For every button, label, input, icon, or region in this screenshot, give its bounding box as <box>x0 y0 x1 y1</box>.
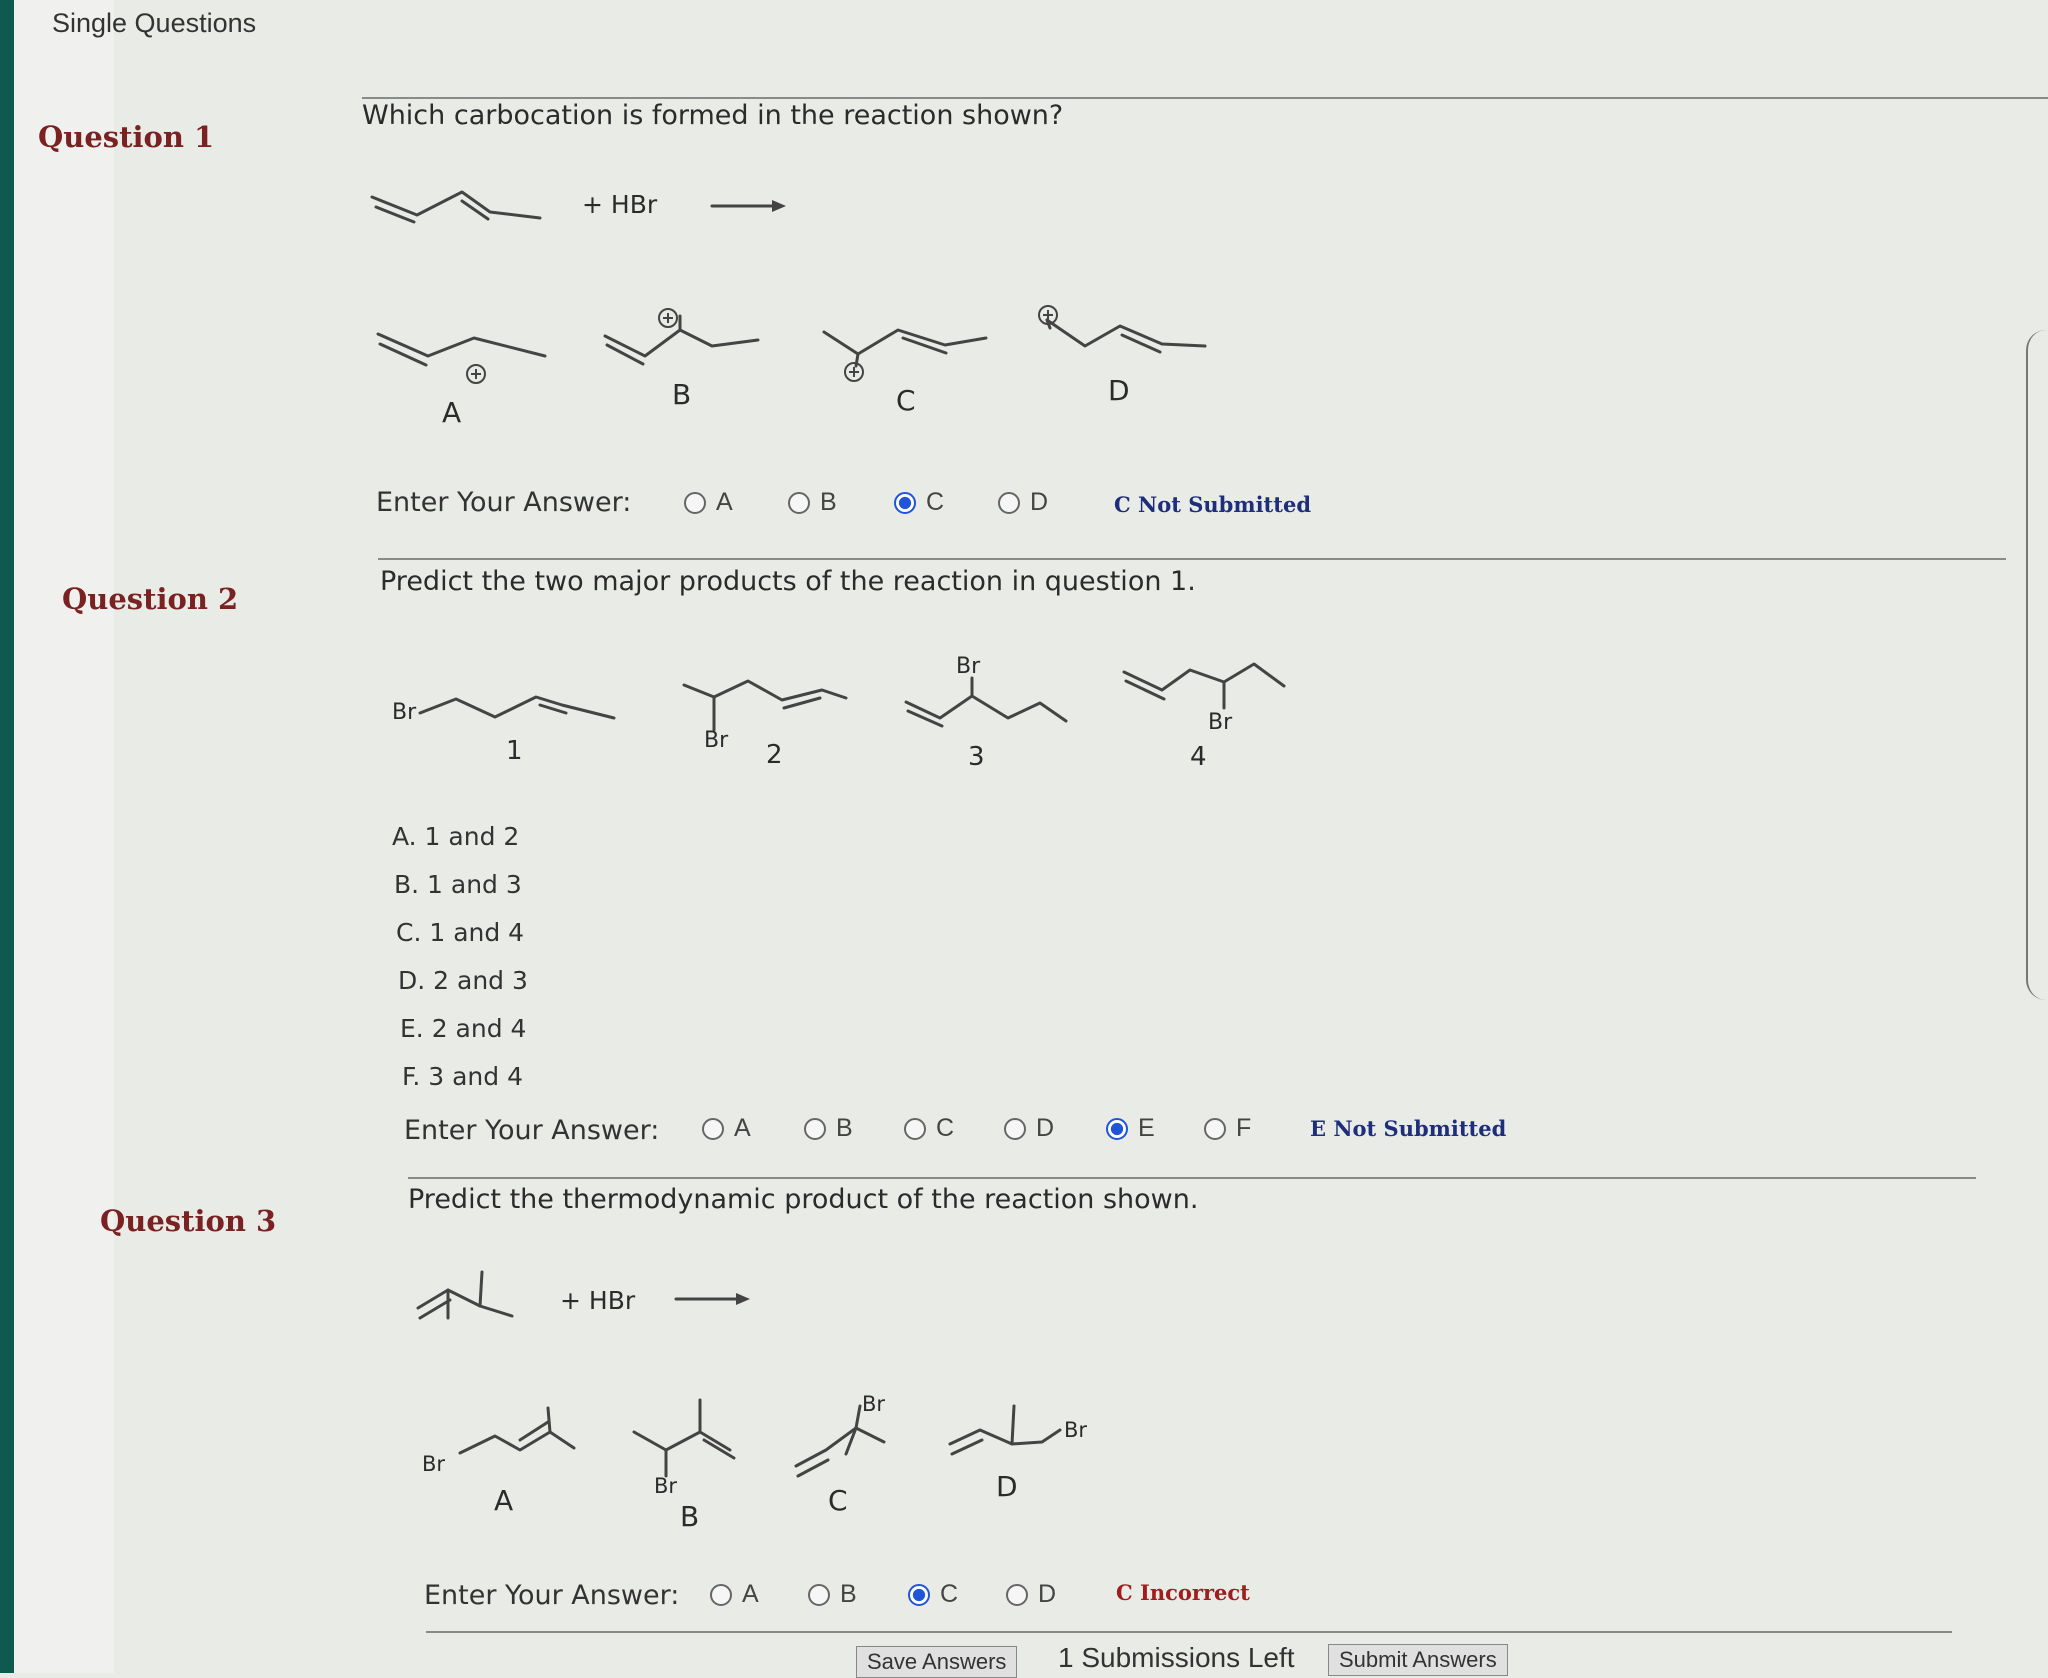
q1-reagent: + HBr <box>582 190 658 219</box>
q1-radio-b-circle[interactable] <box>788 492 810 514</box>
q2-radio-b[interactable] <box>804 1114 853 1143</box>
q2-product-4-structure <box>1124 664 1284 708</box>
q1-status: C Not Submitted <box>1114 492 1311 517</box>
q1-choice-a-label: A <box>442 396 462 429</box>
q2-choice-f: F. 3 and 4 <box>402 1062 523 1091</box>
q2-choice-d: D. 2 and 3 <box>398 966 528 995</box>
q3-radio-a-label: A <box>742 1580 759 1608</box>
q2-radio-e-circle[interactable] <box>1106 1118 1128 1140</box>
question-2-label: Question 2 <box>62 582 239 616</box>
q3-reagent: + HBr <box>560 1286 636 1315</box>
q2-radio-b-circle[interactable] <box>804 1118 826 1140</box>
q3-radio-b-circle[interactable] <box>808 1584 830 1606</box>
q2-radio-e[interactable] <box>1106 1114 1155 1143</box>
q1-choice-b-label: B <box>672 378 692 411</box>
carbocation-charges <box>467 306 1057 383</box>
q3-choice-b-label: B <box>680 1500 700 1533</box>
q3-choice-c-label: C <box>828 1484 848 1517</box>
q2-radio-d-circle[interactable] <box>1004 1118 1026 1140</box>
q2-choice-c: C. 1 and 4 <box>396 918 525 947</box>
q2-choice-b: B. 1 and 3 <box>394 870 522 899</box>
q1-radio-c-label: C <box>926 488 945 516</box>
q1-reactant-structure <box>372 192 540 222</box>
page-title: Single Questions <box>52 8 257 38</box>
q1-choice-d-structure <box>1047 320 1205 352</box>
question-2-text: Predict the two major products of the reaction in question 1. <box>380 566 1196 597</box>
q1-radio-c[interactable] <box>894 488 944 517</box>
q3-radio-c-circle[interactable] <box>908 1584 930 1606</box>
q3-radio-b[interactable] <box>808 1580 857 1609</box>
q2-choice-e: E. 2 and 4 <box>400 1014 527 1043</box>
q2-radio-a[interactable] <box>702 1114 751 1143</box>
q2-radio-f[interactable] <box>1204 1114 1251 1143</box>
q2-radio-d[interactable] <box>1004 1114 1054 1143</box>
q1-choice-b-structure <box>605 316 758 364</box>
q3-arrowhead <box>736 1293 750 1305</box>
q1-radio-b[interactable] <box>788 488 837 517</box>
question-1-label: Question 1 <box>38 120 215 154</box>
q3-choice-c-structure <box>796 1406 884 1476</box>
q3-choice-b-structure <box>634 1400 734 1476</box>
question-1-text: Which carbocation is formed in the reaction shown? <box>362 100 1064 131</box>
q2-radio-c-circle[interactable] <box>904 1118 926 1140</box>
q3-radio-d[interactable] <box>1006 1580 1056 1609</box>
q2-product-3-br: Br <box>956 654 981 679</box>
question-3-label: Question 3 <box>100 1204 277 1238</box>
q2-product-1-number: 1 <box>506 736 523 766</box>
q2-choice-a: A. 1 and 2 <box>392 822 520 851</box>
q3-reactant-structure <box>418 1272 512 1318</box>
q3-radio-d-label: D <box>1038 1580 1057 1608</box>
q2-status: E Not Submitted <box>1310 1116 1507 1141</box>
q1-radio-a[interactable] <box>684 488 733 517</box>
q3-choice-a-structure <box>460 1408 574 1453</box>
q1-radio-d-label: D <box>1030 488 1049 516</box>
q3-choice-d-label: D <box>996 1470 1018 1503</box>
q2-product-1-br: Br <box>392 700 417 725</box>
q1-radio-b-label: B <box>820 488 837 516</box>
q2-radio-c-label: C <box>936 1114 955 1142</box>
q2-product-2-br: Br <box>704 728 729 753</box>
q2-radio-a-label: A <box>734 1114 751 1142</box>
q1-enter-answer-label: Enter Your Answer: <box>376 487 632 518</box>
q2-product-3-number: 3 <box>968 742 985 772</box>
q3-radio-b-label: B <box>840 1580 857 1608</box>
q2-product-2-number: 2 <box>766 740 783 770</box>
q3-radio-d-circle[interactable] <box>1006 1584 1028 1606</box>
q3-radio-c[interactable] <box>908 1580 958 1609</box>
q1-choice-a-structure <box>378 334 545 365</box>
q3-choice-c-br: Br <box>862 1392 886 1416</box>
q2-radio-f-label: F <box>1236 1114 1252 1142</box>
q2-radio-b-label: B <box>836 1114 853 1142</box>
q1-radio-d-circle[interactable] <box>998 492 1020 514</box>
q3-choice-d-structure <box>950 1406 1060 1454</box>
q2-product-2-structure <box>684 681 846 730</box>
q1-choice-c-label: C <box>896 384 916 417</box>
q3-radio-c-label: C <box>940 1580 959 1608</box>
q2-radio-c[interactable] <box>904 1114 954 1143</box>
q1-radio-a-label: A <box>716 488 733 516</box>
q1-radio-a-circle[interactable] <box>684 492 706 514</box>
q2-radio-a-circle[interactable] <box>702 1118 724 1140</box>
q1-choice-c-structure <box>824 330 986 366</box>
q3-radio-a[interactable] <box>710 1580 759 1609</box>
submit-answers-button[interactable]: Submit Answers <box>1328 1644 1508 1676</box>
save-answers-button[interactable]: Save Answers <box>856 1646 1017 1678</box>
q2-product-3-structure <box>906 678 1066 726</box>
q2-product-4-br: Br <box>1208 710 1233 735</box>
footer-rule <box>426 1631 1952 1633</box>
q1-radio-c-circle[interactable] <box>894 492 916 514</box>
q3-choice-b-br: Br <box>654 1474 678 1498</box>
submissions-left: 1 Submissions Left <box>1058 1642 1295 1673</box>
q1-radio-d[interactable] <box>998 488 1048 517</box>
q3-choice-a-br: Br <box>422 1452 446 1476</box>
q3-radio-a-circle[interactable] <box>710 1584 732 1606</box>
q2-product-1-structure <box>420 697 614 718</box>
q1-arrowhead <box>772 200 786 212</box>
q2-radio-f-circle[interactable] <box>1204 1118 1226 1140</box>
q3-enter-answer-label: Enter Your Answer: <box>424 1580 680 1611</box>
q2-radio-e-label: E <box>1138 1114 1155 1142</box>
q1-choice-d-label: D <box>1108 374 1130 407</box>
q2-radio-d-label: D <box>1036 1114 1055 1142</box>
q3-status: C Incorrect <box>1116 1580 1250 1605</box>
q2-product-4-number: 4 <box>1190 742 1207 772</box>
question-3-text: Predict the thermodynamic product of the reaction shown. <box>408 1184 1199 1215</box>
q2-enter-answer-label: Enter Your Answer: <box>404 1115 660 1146</box>
q3-choice-d-br: Br <box>1064 1418 1088 1442</box>
q3-choice-a-label: A <box>494 1484 514 1517</box>
